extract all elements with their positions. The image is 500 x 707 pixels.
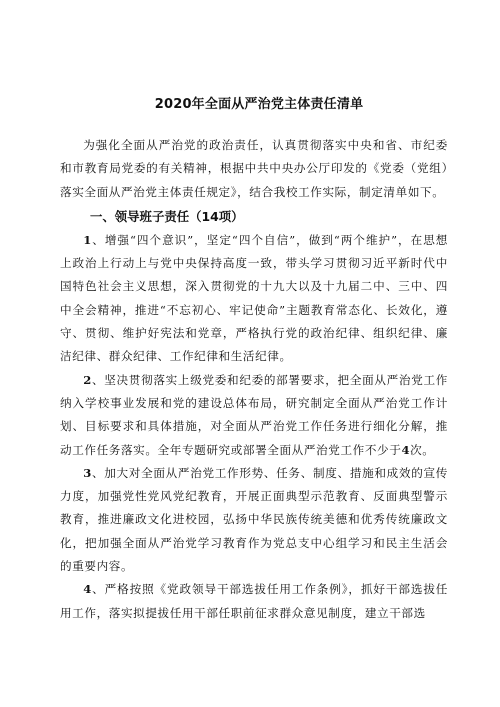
list-item [60, 229, 448, 369]
item-text: 、增强“四个意识”，坚定“四个自信”，做到“两个维护”，在思想上政治上行动上与党中央保持高度一致，带头学习贯彻习近平新时代中国特色社会主义思想，深入贯彻党的十九大以及十九届二中、三中、四中全会精神，推进“不忘初心、牢记使命”主题教育常态化、长效化，遵守、贯彻、维护好宪法和党章，严格执行党的政治纪律、组织纪律、廉洁纪律、群众纪律、工作纪律和生活纪律。 [60, 232, 448, 364]
item-text-tail: 次。 [410, 442, 435, 457]
item-text: 、加大对全面从严治党工作形势、任务、制度、措施和成效的宣传力度，加强党性党风党纪教育，开展正面典型示范教育、反面典型警示教育，推进廉政文化进校园，弘扬中华民族传统美德和优秀传统廉政文化，把加强全面从严治党学习教育作为党总支中心组学习和民主生活会的重要内容。 [60, 465, 448, 574]
item-number: 3 [83, 465, 92, 480]
item-text: 、严格按照《党政领导干部选拔任用工作条例》，抓好干部选拔任用工作，落实拟提拔任用干部任职前征求群众意见制度，建立干部选 [60, 582, 448, 620]
list-item [60, 462, 448, 578]
item-text: 、坚决贯彻落实上级党委和纪委的部署要求，把全面从严治党工作纳入学校事业发展和党的建设总体布局，研究制定全面从严治党工作计划、目标要求和具体措施，对全面从严治党工作任务进行细化分解，推动工作任务落实。全年专题研究或部署全面从严治党工作不少于 [60, 372, 448, 457]
list-item [60, 578, 448, 625]
list-item [60, 369, 448, 462]
item-number: 4 [83, 582, 92, 597]
document-title: 2020年全面从严治党主体责任清单 [154, 97, 364, 112]
item-count: 4 [401, 442, 411, 457]
item-number: 2 [83, 372, 92, 387]
section-heading: 一、领导班子责任（14项） [90, 208, 244, 224]
item-number: 1 [83, 232, 92, 247]
intro-paragraph: 为强化全面从严治党的政治责任，认真贯彻落实中央和省、市纪委和市教育局党委的有关精神，根据中共中央办公厅印发的《党委（党组）落实全面从严治党主体责任规定》，结合我校工作实际，制定清单如下。 [60, 138, 448, 199]
